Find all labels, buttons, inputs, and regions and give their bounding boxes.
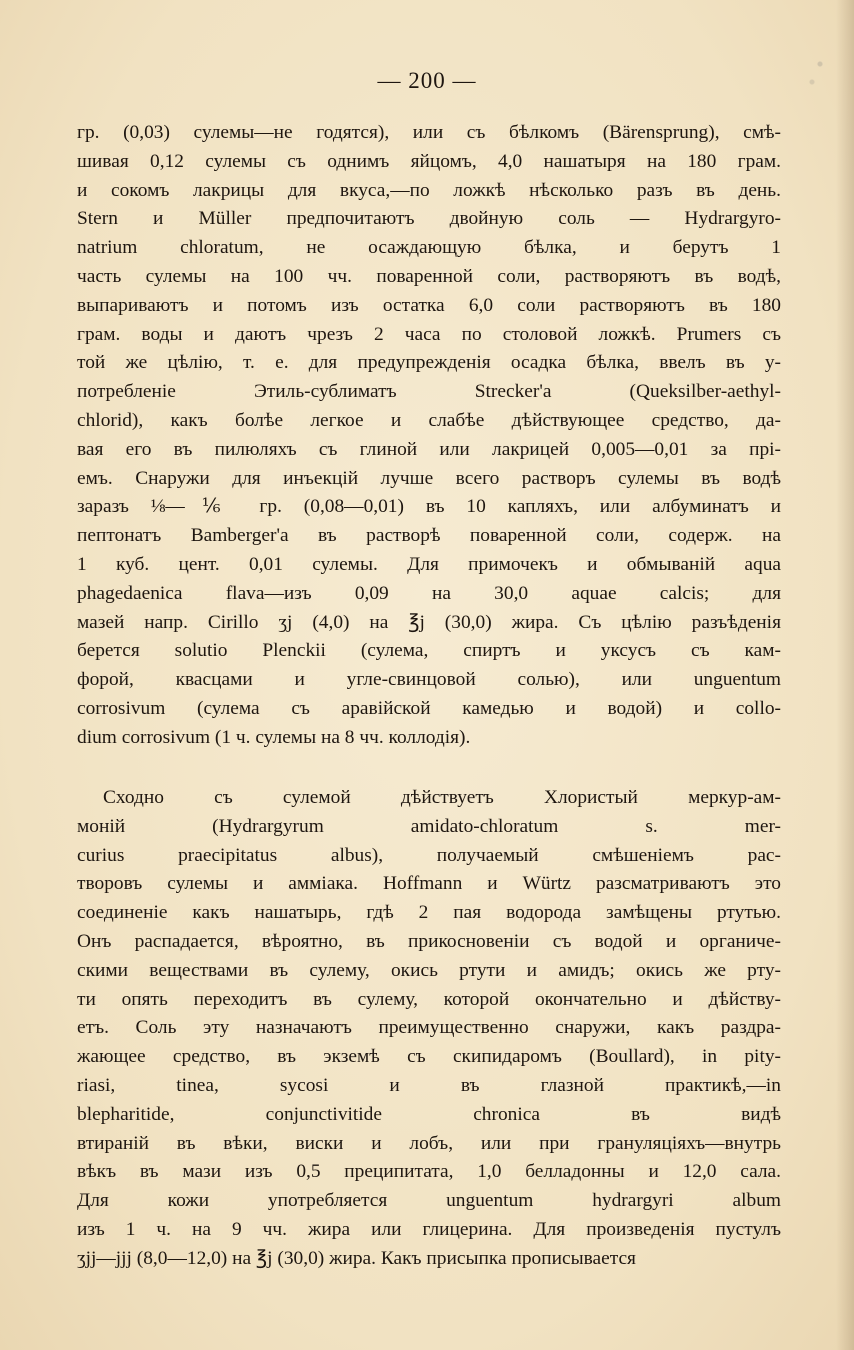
text-line: емъ. Снаружи для инъекцій лучше всего растворъ сулемы въ водѣ (77, 467, 781, 489)
text-line: Онъ распадается, вѣроятно, въ прикосновеніи съ водой и органиче- (77, 930, 781, 952)
text-line: той же цѣлію, т. е. для предупрежденія осадка бѣлка, ввелъ въ у- (77, 352, 781, 374)
text-line: вая его въ пилюляхъ съ глиной или лакрицей 0,005—0,01 за прі- (77, 438, 781, 460)
text-line: мазей напр. Cirillo ʒj (4,0) на ℥j (30,0) жира. Съ цѣлію разъѣденія (77, 611, 781, 633)
text-line: гр. (0,03) сулемы—не годятся), или съ бѣлкомъ (Bärensprung), смѣ- (77, 122, 781, 143)
text-line: Stern и Müller предпочитаютъ двойную соль — Hydrargyro- (77, 208, 781, 230)
text-line: 1 куб. цент. 0,01 сулемы. Для примочекъ и обмываній aqua (77, 553, 781, 575)
paragraph-2 (77, 784, 781, 1274)
text-line: етъ. Соль эту назначаютъ преимущественно снаружи, какъ раздра- (77, 1017, 781, 1039)
page-edge-shadow (836, 0, 854, 1350)
paragraph-1 (77, 119, 781, 753)
text-line: потребленіе Этиль-сублиматъ Strecker'a (Queksilber-aethyl- (77, 381, 781, 403)
text-line: ти опять переходитъ въ сулему, которой окончательно и дѣйству- (77, 988, 781, 1010)
text-line: скими веществами въ сулему, окись ртути и амидъ; окись же рту- (77, 959, 781, 981)
text-line: riasi, tinea, sycosi и въ глазной практикѣ,—in (77, 1074, 781, 1096)
text-line: ʒjj—jjj (8,0—12,0) на ℥j (30,0) жира. Какъ присыпка прописывается (77, 1247, 636, 1269)
text-line: заразъ ⅛—⅙ гр. (0,08—0,01) въ 10 капляхъ, или албуминатъ и (77, 496, 781, 518)
text-line: моній (Hydrargyrum amidato-chloratum s. mer- (77, 815, 781, 837)
page-number: — 200 — (377, 68, 477, 93)
text-line: пептонатъ Bamberger'a въ растворѣ поваренной соли, содерж. на (77, 525, 781, 547)
text-line: phagedaenica flava—изъ 0,09 на 30,0 aquae calcis; для (77, 582, 781, 604)
text-line: и сокомъ лакрицы для вкуса,—по ложкѣ нѣсколько разъ въ день. (77, 179, 781, 201)
text-line: natrium chloratum, не осаждающую бѣлка, и берутъ 1 (77, 237, 781, 259)
text-line: втираній въ вѣки, виски и лобъ, или при грануляціяхъ—внутрь (77, 1132, 781, 1154)
text-line: curius praecipitatus albus), получаемый смѣшеніемъ рас- (77, 844, 781, 866)
text-line: Для кожи употребляется unguentum hydrargyri album (77, 1190, 781, 1212)
text-line: творовъ сулемы и амміака. Hoffmann и Würtz разсматриваютъ это (77, 873, 781, 895)
text-line: выпариваютъ и потомъ изъ остатка 6,0 соли растворяютъ въ 180 (77, 294, 781, 316)
text-line: chlorid), какъ болѣе легкое и слабѣе дѣйствующее средство, да- (77, 409, 781, 431)
text-line: берется solutio Plenckii (сулема, спиртъ и уксусъ съ кам- (77, 640, 781, 662)
text-line: жающее средство, въ экземѣ съ скипидаромъ (Boullard), in pity- (77, 1046, 781, 1068)
text-line: dium corrosivum (1 ч. сулемы на 8 чч. коллодія). (77, 726, 471, 748)
text-line: вѣкъ въ мази изъ 0,5 преципитата, 1,0 белладонны и 12,0 сала. (77, 1161, 781, 1183)
text-line: blepharitide, conjunctivitide chronica въ видѣ (77, 1103, 781, 1125)
text-line: форой, квасцами и угле-свинцовой солью), или unguentum (77, 669, 781, 691)
text-line: corrosivum (сулема съ аравійской камедью и водой) и collo- (77, 697, 781, 719)
text-line: соединеніе какъ нашатырь, гдѣ 2 пая водорода замѣщены ртутью. (77, 902, 781, 924)
text-line: шивая 0,12 сулемы съ однимъ яйцомъ, 4,0 нашатыря на 180 грам. (77, 150, 781, 172)
text-line: Сходно съ сулемой дѣйствуетъ Хлористый меркур-ам- (103, 787, 781, 808)
text-line: часть сулемы на 100 чч. поваренной соли, растворяютъ въ водѣ, (77, 265, 781, 287)
text-line: изъ 1 ч. на 9 чч. жира или глицерина. Для произведенія пустулъ (77, 1218, 781, 1240)
text-line: грам. воды и даютъ чрезъ 2 часа по столовой ложкѣ. Prumers съ (77, 323, 781, 345)
